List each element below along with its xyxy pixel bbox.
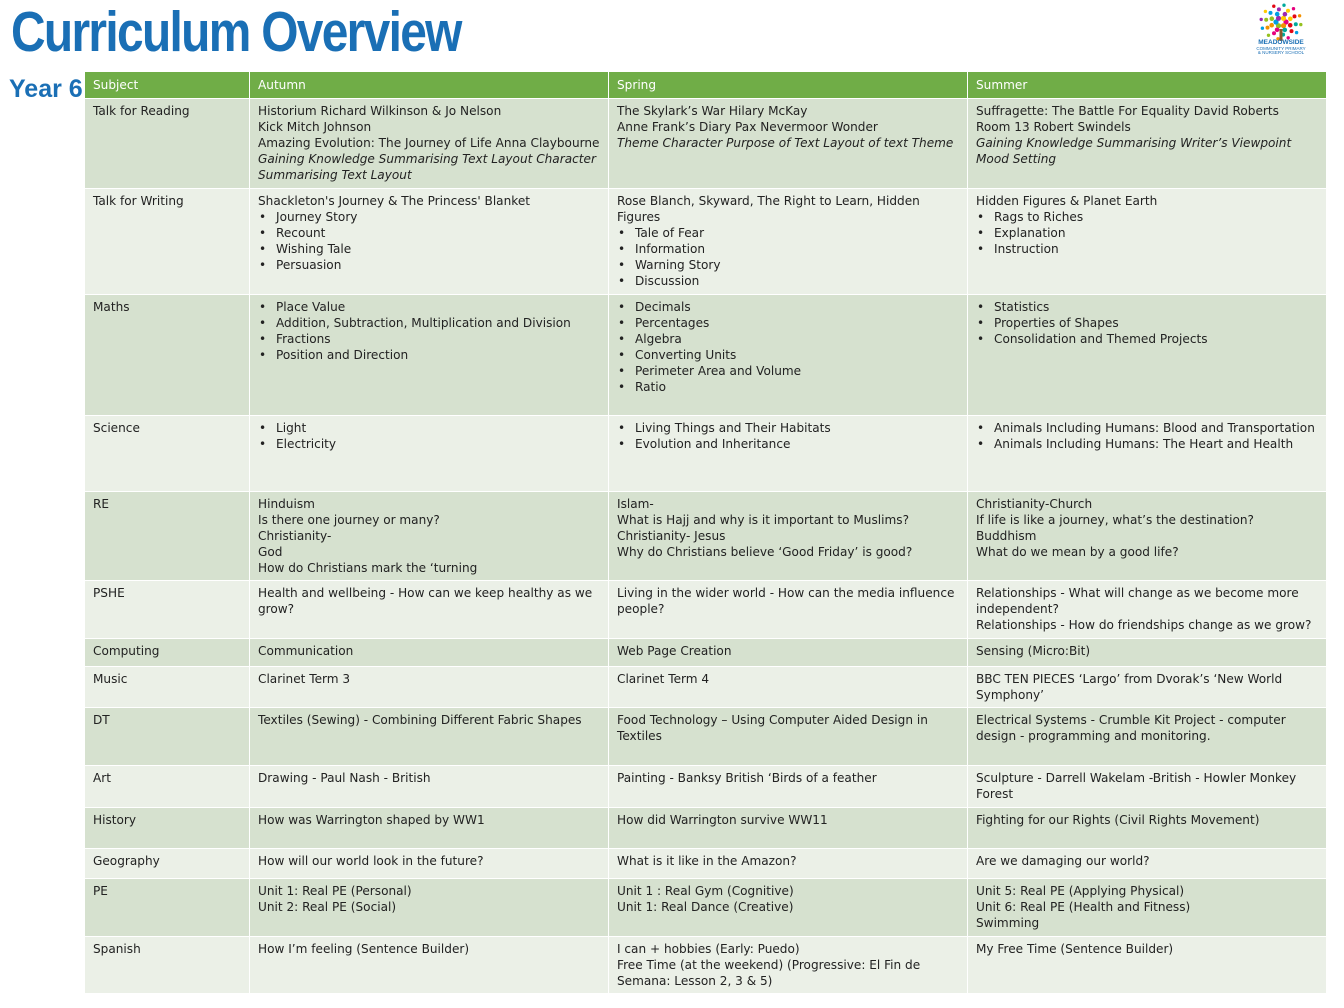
bullet-item: • Recount [258, 225, 600, 241]
bullet-item: • Electricity [258, 436, 600, 452]
subject-cell: Geography [85, 849, 250, 879]
table-row [85, 849, 1327, 879]
bullet-item: • Statistics [976, 299, 1318, 315]
summer-cell [968, 295, 1327, 416]
table-row [85, 808, 1327, 849]
subject-cell: History [85, 808, 250, 849]
autumn-cell [250, 492, 609, 581]
table-row [85, 99, 1327, 189]
autumn-cell [250, 99, 609, 189]
cell-line: The Skylark’s War Hilary McKay [617, 104, 808, 118]
cell-line: BBC TEN PIECES ‘Largo’ from Dvorak’s ‘New World Symphony’ [976, 672, 1283, 702]
header-subject: Subject [85, 72, 250, 99]
spring-cell [609, 667, 968, 708]
subject-cell: Science [85, 416, 250, 492]
summer-cell [968, 581, 1327, 639]
table-row [85, 416, 1327, 492]
cell-line: Islam- [617, 497, 654, 511]
header-autumn: Autumn [250, 72, 609, 99]
spring-cell [609, 766, 968, 808]
header-spring: Spring [609, 72, 968, 99]
bullet-item: • Addition, Subtraction, Multiplication and Division [258, 315, 600, 331]
cell-line: Health and wellbeing - How can we keep healthy as we grow? [258, 586, 593, 616]
spring-cell [609, 189, 968, 295]
header-summer: Summer [968, 72, 1327, 99]
bullet-item: • Animals Including Humans: The Heart and Health [976, 436, 1318, 452]
subject-cell: Talk for Reading [85, 99, 250, 189]
cell-line: Suffragette: The Battle For Equality David Roberts [976, 104, 1279, 118]
cell-line: Relationships - What will change as we become more independent? [976, 586, 1299, 616]
summer-cell [968, 708, 1327, 766]
cell-line: How was Warrington shaped by WW1 [258, 813, 485, 827]
summer-cell [968, 808, 1327, 849]
summer-cell [968, 879, 1327, 937]
subject-cell: PSHE [85, 581, 250, 639]
spring-cell [609, 937, 968, 994]
autumn-cell [250, 849, 609, 879]
bullet-item: • Decimals [617, 299, 959, 315]
bullet-item: • Rags to Riches [976, 209, 1318, 225]
bullet-item: • Animals Including Humans: Blood and Transportation [976, 420, 1318, 436]
spring-cell [609, 849, 968, 879]
spring-cell [609, 416, 968, 492]
cell-line: Gaining Knowledge Summarising Text Layout Character Summarising Text Layout [258, 152, 596, 182]
cell-line: Why do Christians believe ‘Good Friday’ is good? [617, 545, 913, 559]
spring-cell [609, 99, 968, 189]
cell-line: Hidden Figures & Planet Earth [976, 194, 1158, 208]
bullet-item: • Position and Direction [258, 347, 600, 363]
cell-line: My Free Time (Sentence Builder) [976, 942, 1174, 956]
cell-line: What is Hajj and why is it important to Muslims? [617, 513, 909, 527]
cell-line: How did Warrington survive WW11 [617, 813, 828, 827]
bullet-item: • Percentages [617, 315, 959, 331]
cell-line: Free Time (at the weekend) (Progressive: El Fin de Semana: Lesson 2, 3 & 5) [617, 958, 921, 988]
school-logo-icon [1252, 3, 1310, 65]
summer-cell [968, 849, 1327, 879]
bullet-item: • Instruction [976, 241, 1318, 257]
subject-cell: Spanish [85, 937, 250, 994]
cell-line: How will our world look in the future? [258, 854, 484, 868]
autumn-cell [250, 639, 609, 667]
cell-line: Unit 2: Real PE (Social) [258, 900, 397, 914]
bullet-item: • Discussion [617, 273, 959, 289]
cell-line: Shackleton's Journey & The Princess' Blanket [258, 194, 531, 208]
cell-line: Clarinet Term 3 [258, 672, 351, 686]
cell-line: Sensing (Micro:Bit) [976, 644, 1091, 658]
cell-line: Theme Character Purpose of Text Layout of text Theme [617, 136, 954, 150]
table-row [85, 766, 1327, 808]
summer-cell [968, 639, 1327, 667]
bullet-item: • Explanation [976, 225, 1318, 241]
autumn-cell [250, 416, 609, 492]
cell-line: Relationships - How do friendships change as we grow? [976, 618, 1312, 632]
bullet-item: • Fractions [258, 331, 600, 347]
cell-line: Christianity- [258, 529, 332, 543]
spring-cell [609, 639, 968, 667]
subject-cell: Maths [85, 295, 250, 416]
cell-line: I can + hobbies (Early: Puedo) [617, 942, 800, 956]
cell-line: Unit 1: Real PE (Personal) [258, 884, 412, 898]
bullet-item: • Evolution and Inheritance [617, 436, 959, 452]
cell-line: Unit 1: Real Dance (Creative) [617, 900, 794, 914]
table-row [85, 295, 1327, 416]
cell-line: Fighting for our Rights (Civil Rights Movement) [976, 813, 1260, 827]
autumn-cell [250, 879, 609, 937]
cell-line: Room 13 Robert Swindels [976, 120, 1131, 134]
subject-cell: Music [85, 667, 250, 708]
cell-line: What is it like in the Amazon? [617, 854, 797, 868]
summer-cell [968, 667, 1327, 708]
autumn-cell [250, 937, 609, 994]
cell-line: Swimming [976, 916, 1040, 930]
subject-cell: Computing [85, 639, 250, 667]
cell-line: Historium Richard Wilkinson & Jo Nelson [258, 104, 502, 118]
bullet-item: • Place Value [258, 299, 600, 315]
spring-cell [609, 295, 968, 416]
cell-line: Drawing - Paul Nash - British [258, 771, 431, 785]
spring-cell [609, 708, 968, 766]
cell-line: What do we mean by a good life? [976, 545, 1179, 559]
cell-line: Communication [258, 644, 354, 658]
cell-line: Buddhism [976, 529, 1037, 543]
spring-cell [609, 492, 968, 581]
table-row [85, 189, 1327, 295]
cell-line: Food Technology – Using Computer Aided Design in Textiles [617, 713, 928, 743]
subject-cell: Art [85, 766, 250, 808]
cell-line: Christianity- Jesus [617, 529, 726, 543]
cell-line: Clarinet Term 4 [617, 672, 710, 686]
subject-cell: RE [85, 492, 250, 581]
spring-cell [609, 808, 968, 849]
school-logo-text: MEADOWSIDE COMMUNITY PRIMARY & NURSERY SCHOOL [1256, 39, 1306, 55]
subject-cell: DT [85, 708, 250, 766]
cell-line: Unit 1 : Real Gym (Cognitive) [617, 884, 794, 898]
table-row [85, 937, 1327, 994]
bullet-item: • Ratio [617, 379, 959, 395]
bullet-item: • Converting Units [617, 347, 959, 363]
cell-line: How do Christians mark the ‘turning [258, 561, 478, 575]
table-row [85, 492, 1327, 581]
cell-line: Textiles (Sewing) - Combining Different Fabric Shapes [258, 713, 582, 727]
bullet-item: • Information [617, 241, 959, 257]
cell-line: Unit 5: Real PE (Applying Physical) [976, 884, 1185, 898]
autumn-cell [250, 708, 609, 766]
autumn-cell [250, 766, 609, 808]
autumn-cell [250, 808, 609, 849]
cell-line: Amazing Evolution: The Journey of Life Anna Claybourne [258, 136, 600, 150]
cell-line: Electrical Systems - Crumble Kit Project - computer design - programming and monitoring. [976, 713, 1286, 743]
cell-line: Gaining Knowledge Summarising Writer’s Viewpoint Mood Setting [976, 136, 1292, 166]
cell-line: God [258, 545, 283, 559]
autumn-cell [250, 295, 609, 416]
autumn-cell [250, 667, 609, 708]
bullet-item: • Properties of Shapes [976, 315, 1318, 331]
table-row [85, 879, 1327, 937]
bullet-item: • Journey Story [258, 209, 600, 225]
table-row [85, 667, 1327, 708]
cell-line: Painting - Banksy British ‘Birds of a feather [617, 771, 877, 785]
bullet-item: • Warning Story [617, 257, 959, 273]
cell-line: Christianity-Church [976, 497, 1093, 511]
bullet-item: • Perimeter Area and Volume [617, 363, 959, 379]
summer-cell [968, 766, 1327, 808]
bullet-item: • Living Things and Their Habitats [617, 420, 959, 436]
table-header-row [85, 72, 1327, 99]
cell-line: Rose Blanch, Skyward, The Right to Learn, Hidden Figures [617, 194, 920, 224]
cell-line: Sculpture - Darrell Wakelam -British - Howler Monkey Forest [976, 771, 1297, 801]
autumn-cell [250, 189, 609, 295]
table-row [85, 639, 1327, 667]
bullet-item: • Consolidation and Themed Projects [976, 331, 1318, 347]
spring-cell [609, 581, 968, 639]
bullet-item: • Tale of Fear [617, 225, 959, 241]
cell-line: If life is like a journey, what’s the destination? [976, 513, 1254, 527]
summer-cell [968, 189, 1327, 295]
cell-line: Unit 6: Real PE (Health and Fitness) [976, 900, 1191, 914]
cell-line: Hinduism [258, 497, 315, 511]
cell-line: Web Page Creation [617, 644, 732, 658]
year-label: Year 6 [9, 75, 83, 103]
cell-line: Living in the wider world - How can the media influence people? [617, 586, 955, 616]
summer-cell [968, 937, 1327, 994]
summer-cell [968, 99, 1327, 189]
table-row [85, 581, 1327, 639]
cell-line: Is there one journey or many? [258, 513, 440, 527]
summer-cell [968, 492, 1327, 581]
cell-line: Kick Mitch Johnson [258, 120, 372, 134]
spring-cell [609, 879, 968, 937]
autumn-cell [250, 581, 609, 639]
curriculum-table [84, 71, 1327, 994]
subject-cell: Talk for Writing [85, 189, 250, 295]
cell-line: Are we damaging our world? [976, 854, 1150, 868]
bullet-item: • Wishing Tale [258, 241, 600, 257]
bullet-item: • Algebra [617, 331, 959, 347]
summer-cell [968, 416, 1327, 492]
page-title: Curriculum Overview [11, 0, 461, 64]
bullet-item: • Persuasion [258, 257, 600, 273]
cell-line: How I’m feeling (Sentence Builder) [258, 942, 470, 956]
subject-cell: PE [85, 879, 250, 937]
cell-line: Anne Frank’s Diary Pax Nevermoor Wonder [617, 120, 878, 134]
bullet-item: • Light [258, 420, 600, 436]
table-row [85, 708, 1327, 766]
